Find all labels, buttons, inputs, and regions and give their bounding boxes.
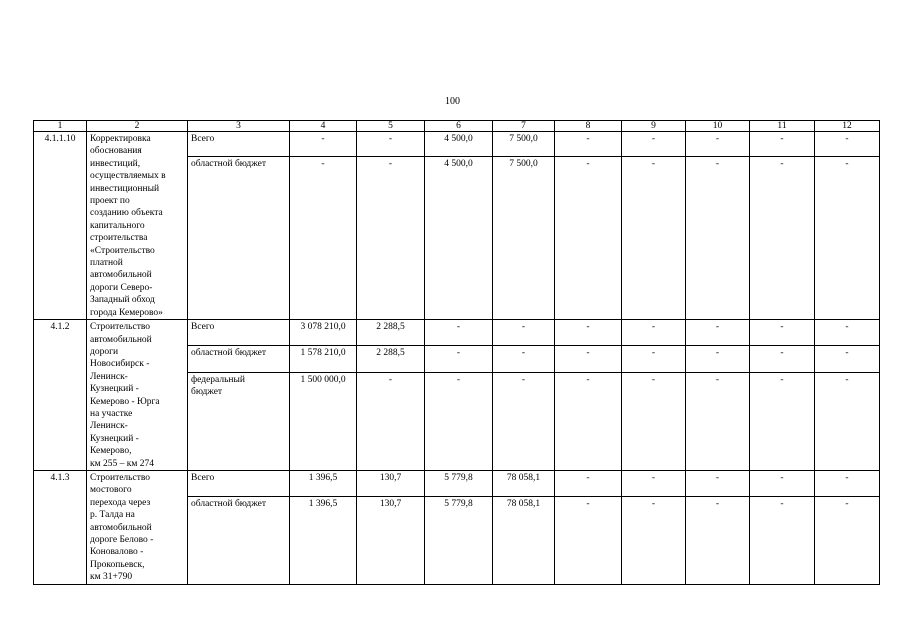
value-cell: -	[425, 346, 493, 372]
funding-source: федеральный бюджет	[188, 372, 290, 470]
value-cell: -	[622, 372, 686, 470]
value-cell: -	[815, 346, 880, 372]
value-cell: -	[622, 346, 686, 372]
value-cell: -	[290, 132, 357, 157]
value-cell: -	[425, 320, 493, 346]
value-cell: 4 500,0	[425, 157, 493, 320]
funding-source: Всего	[188, 470, 290, 496]
value-cell: -	[622, 470, 686, 496]
value-cell: -	[750, 157, 815, 320]
value-cell: -	[686, 470, 750, 496]
value-cell: 130,7	[357, 470, 425, 496]
value-cell: -	[555, 372, 622, 470]
value-cell: -	[750, 496, 815, 584]
table-row	[34, 320, 880, 346]
value-cell: -	[622, 496, 686, 584]
value-cell: -	[425, 372, 493, 470]
value-cell: -	[493, 320, 555, 346]
value-cell: -	[815, 470, 880, 496]
header-cell: 11	[750, 121, 815, 132]
value-cell: 130,7	[357, 496, 425, 584]
value-cell: -	[555, 496, 622, 584]
page-number: 100	[445, 96, 460, 107]
value-cell: 3 078 210,0	[290, 320, 357, 346]
value-cell: -	[555, 470, 622, 496]
table-row	[34, 132, 880, 157]
value-cell: -	[750, 470, 815, 496]
value-cell: -	[686, 157, 750, 320]
table-body	[34, 132, 880, 585]
header-cell: 10	[686, 121, 750, 132]
value-cell: -	[555, 346, 622, 372]
value-cell: -	[815, 157, 880, 320]
value-cell: 4 500,0	[425, 132, 493, 157]
value-cell: 7 500,0	[493, 157, 555, 320]
value-cell: -	[290, 157, 357, 320]
header-cell: 12	[815, 121, 880, 132]
value-cell: 2 288,5	[357, 346, 425, 372]
value-cell: 5 779,8	[425, 470, 493, 496]
value-cell: -	[622, 320, 686, 346]
value-cell: 7 500,0	[493, 132, 555, 157]
table-row	[34, 470, 880, 496]
funding-source: Всего	[188, 320, 290, 346]
value-cell: -	[357, 372, 425, 470]
value-cell: -	[493, 372, 555, 470]
value-cell: -	[555, 157, 622, 320]
value-cell: -	[815, 132, 880, 157]
funding-source: Всего	[188, 132, 290, 157]
value-cell: -	[686, 132, 750, 157]
value-cell: -	[622, 132, 686, 157]
funding-source: областной бюджет	[188, 496, 290, 584]
value-cell: -	[686, 496, 750, 584]
value-cell: 78 058,1	[493, 470, 555, 496]
value-cell: -	[750, 372, 815, 470]
value-cell: -	[686, 372, 750, 470]
funding-source: областной бюджет	[188, 346, 290, 372]
value-cell: 1 396,5	[290, 496, 357, 584]
row-name: Строительство мостового перехода через р. Талда на автомобильной дороге Белово - Коновалово - Прокопьевск, км 31+790	[87, 470, 188, 584]
row-code: 4.1.2	[34, 320, 87, 471]
value-cell: -	[750, 320, 815, 346]
value-cell: -	[815, 320, 880, 346]
value-cell: 1 396,5	[290, 470, 357, 496]
header-cell: 7	[493, 121, 555, 132]
value-cell: -	[686, 346, 750, 372]
header-cell: 4	[290, 121, 357, 132]
value-cell: -	[750, 346, 815, 372]
value-cell: -	[622, 157, 686, 320]
value-cell: -	[555, 320, 622, 346]
value-cell: 1 500 000,0	[290, 372, 357, 470]
header-cell: 2	[87, 121, 188, 132]
value-cell: -	[357, 132, 425, 157]
value-cell: 5 779,8	[425, 496, 493, 584]
table-header	[34, 121, 880, 132]
header-cell: 5	[357, 121, 425, 132]
value-cell: -	[555, 132, 622, 157]
value-cell: -	[815, 372, 880, 470]
value-cell: 78 058,1	[493, 496, 555, 584]
header-cell: 1	[34, 121, 87, 132]
value-cell: -	[686, 320, 750, 346]
row-name: Корректировка обоснования инвестиций, осуществляемых в инвестиционный проект по созданию объекта капитального строительства «Строительство платной автомобильной дороги Северо- Западный обход города Кемерово»	[87, 132, 188, 320]
header-cell: 9	[622, 121, 686, 132]
header-cell: 6	[425, 121, 493, 132]
funding-source: областной бюджет	[188, 157, 290, 320]
value-cell: 1 578 210,0	[290, 346, 357, 372]
value-cell: -	[815, 496, 880, 584]
row-code: 4.1.1.10	[34, 132, 87, 320]
value-cell: -	[493, 346, 555, 372]
header-row	[34, 121, 880, 132]
value-cell: 2 288,5	[357, 320, 425, 346]
header-cell: 8	[555, 121, 622, 132]
row-name: Строительство автомобильной дороги Новосибирск - Ленинск- Кузнецкий - Кемерово - Юрга на участке Ленинск- Кузнецкий - Кемерово, км 255 – км 274	[87, 320, 188, 471]
value-cell: -	[750, 132, 815, 157]
row-code: 4.1.3	[34, 470, 87, 584]
budget-table	[33, 120, 880, 585]
header-cell: 3	[188, 121, 290, 132]
value-cell: -	[357, 157, 425, 320]
